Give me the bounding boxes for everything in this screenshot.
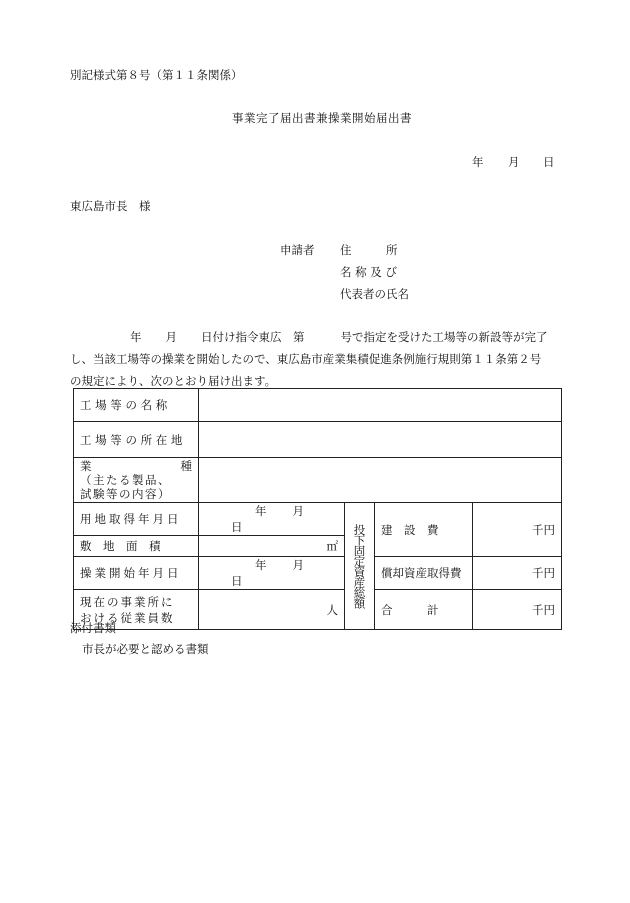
total-field[interactable] [473, 590, 562, 630]
factory-location-field[interactable] [199, 422, 562, 458]
applicant-label: 申請者 [280, 243, 315, 257]
date-year-label: 年 [472, 155, 484, 169]
addressee: 東広島市長 様 [70, 199, 151, 213]
row-employees [74, 590, 562, 630]
row-factory-location [74, 422, 562, 458]
attachments-heading: 添付書類 [70, 621, 116, 635]
applicant-address-label: 住 所 [340, 243, 398, 257]
body-text-2: 号で指定を受けた工場等の新設等が完了 [340, 330, 548, 344]
construction-cost-field[interactable] [473, 503, 562, 557]
row-operation-start [74, 557, 562, 590]
op-start-day: 日 [231, 574, 243, 588]
document-title: 事業完了届出書兼操業開始届出書 [232, 111, 412, 125]
employees-field[interactable] [199, 590, 345, 630]
body-line-2: し、当該工場等の操業を開始したので、東広島市産業集積促進条例施行規則第１１条第２号 [70, 352, 542, 366]
construction-cost-unit: 千円 [532, 522, 555, 537]
body-text-1: 日付け指令東広 第 [201, 330, 305, 344]
site-area-unit: ㎡ [326, 539, 338, 553]
body-line-3: の規定により、次のとおり届け出ます。 [70, 374, 277, 388]
depreciable-assets-label: 償却資産取得費 [375, 557, 473, 590]
site-area-label: 敷 地 面 積 [74, 536, 199, 557]
row-factory-name [74, 389, 562, 422]
op-start-year: 年 [255, 558, 267, 572]
employees-label: 現在の事業所に おける従業員数 [74, 590, 199, 630]
factory-name-label: 工 場 等 の 名 称 [74, 389, 199, 422]
date-day-label: 日 [543, 155, 555, 169]
factory-location-label: 工 場 等 の 所 在 地 [74, 422, 199, 458]
business-type-sub-2: 試験等の内容） [80, 487, 171, 501]
land-acq-month: 月 [292, 504, 304, 518]
row-business-type [74, 458, 562, 503]
fixed-assets-label: 投下固定資産総額 [352, 524, 367, 608]
construction-cost-label: 建 設 費 [375, 503, 473, 557]
land-acq-day: 日 [231, 520, 243, 534]
form-number: 別記様式第８号（第１１条関係） [70, 68, 243, 82]
business-type-label-end: 種 [180, 459, 192, 473]
land-acq-year: 年 [255, 504, 267, 518]
operation-start-date-label: 操業開始年月日 [74, 557, 199, 590]
land-acquisition-date-label: 用地取得年月日 [74, 503, 199, 536]
factory-name-field[interactable] [199, 389, 562, 422]
fixed-assets-label-cell [345, 503, 375, 630]
operation-start-date-field[interactable] [199, 557, 345, 590]
body-month: 月 [165, 330, 177, 344]
employees-unit: 人 [326, 602, 338, 617]
site-area-field[interactable] [199, 536, 345, 557]
op-start-month: 月 [292, 558, 304, 572]
applicant-name-label-1: 名 称 及 び [340, 265, 397, 279]
body-paragraph [70, 326, 562, 392]
business-type-label-start: 業 [80, 459, 92, 473]
land-acquisition-date-field[interactable] [199, 503, 345, 536]
depreciable-assets-unit: 千円 [532, 566, 555, 580]
business-type-field[interactable] [199, 458, 562, 503]
declaration-table [73, 388, 562, 630]
body-year: 年 [130, 330, 142, 344]
row-land-acquisition [74, 503, 562, 536]
business-type-label [74, 458, 199, 503]
total-unit: 千円 [532, 602, 555, 617]
depreciable-assets-field[interactable] [473, 557, 562, 590]
total-label: 合 計 [375, 590, 473, 630]
applicant-name-label-2: 代表者の氏名 [340, 287, 409, 301]
business-type-sub-1: （主たる製品、 [80, 473, 171, 487]
attachment-item: 市長が必要と認める書類 [82, 642, 209, 656]
date-month-label: 月 [508, 155, 520, 169]
